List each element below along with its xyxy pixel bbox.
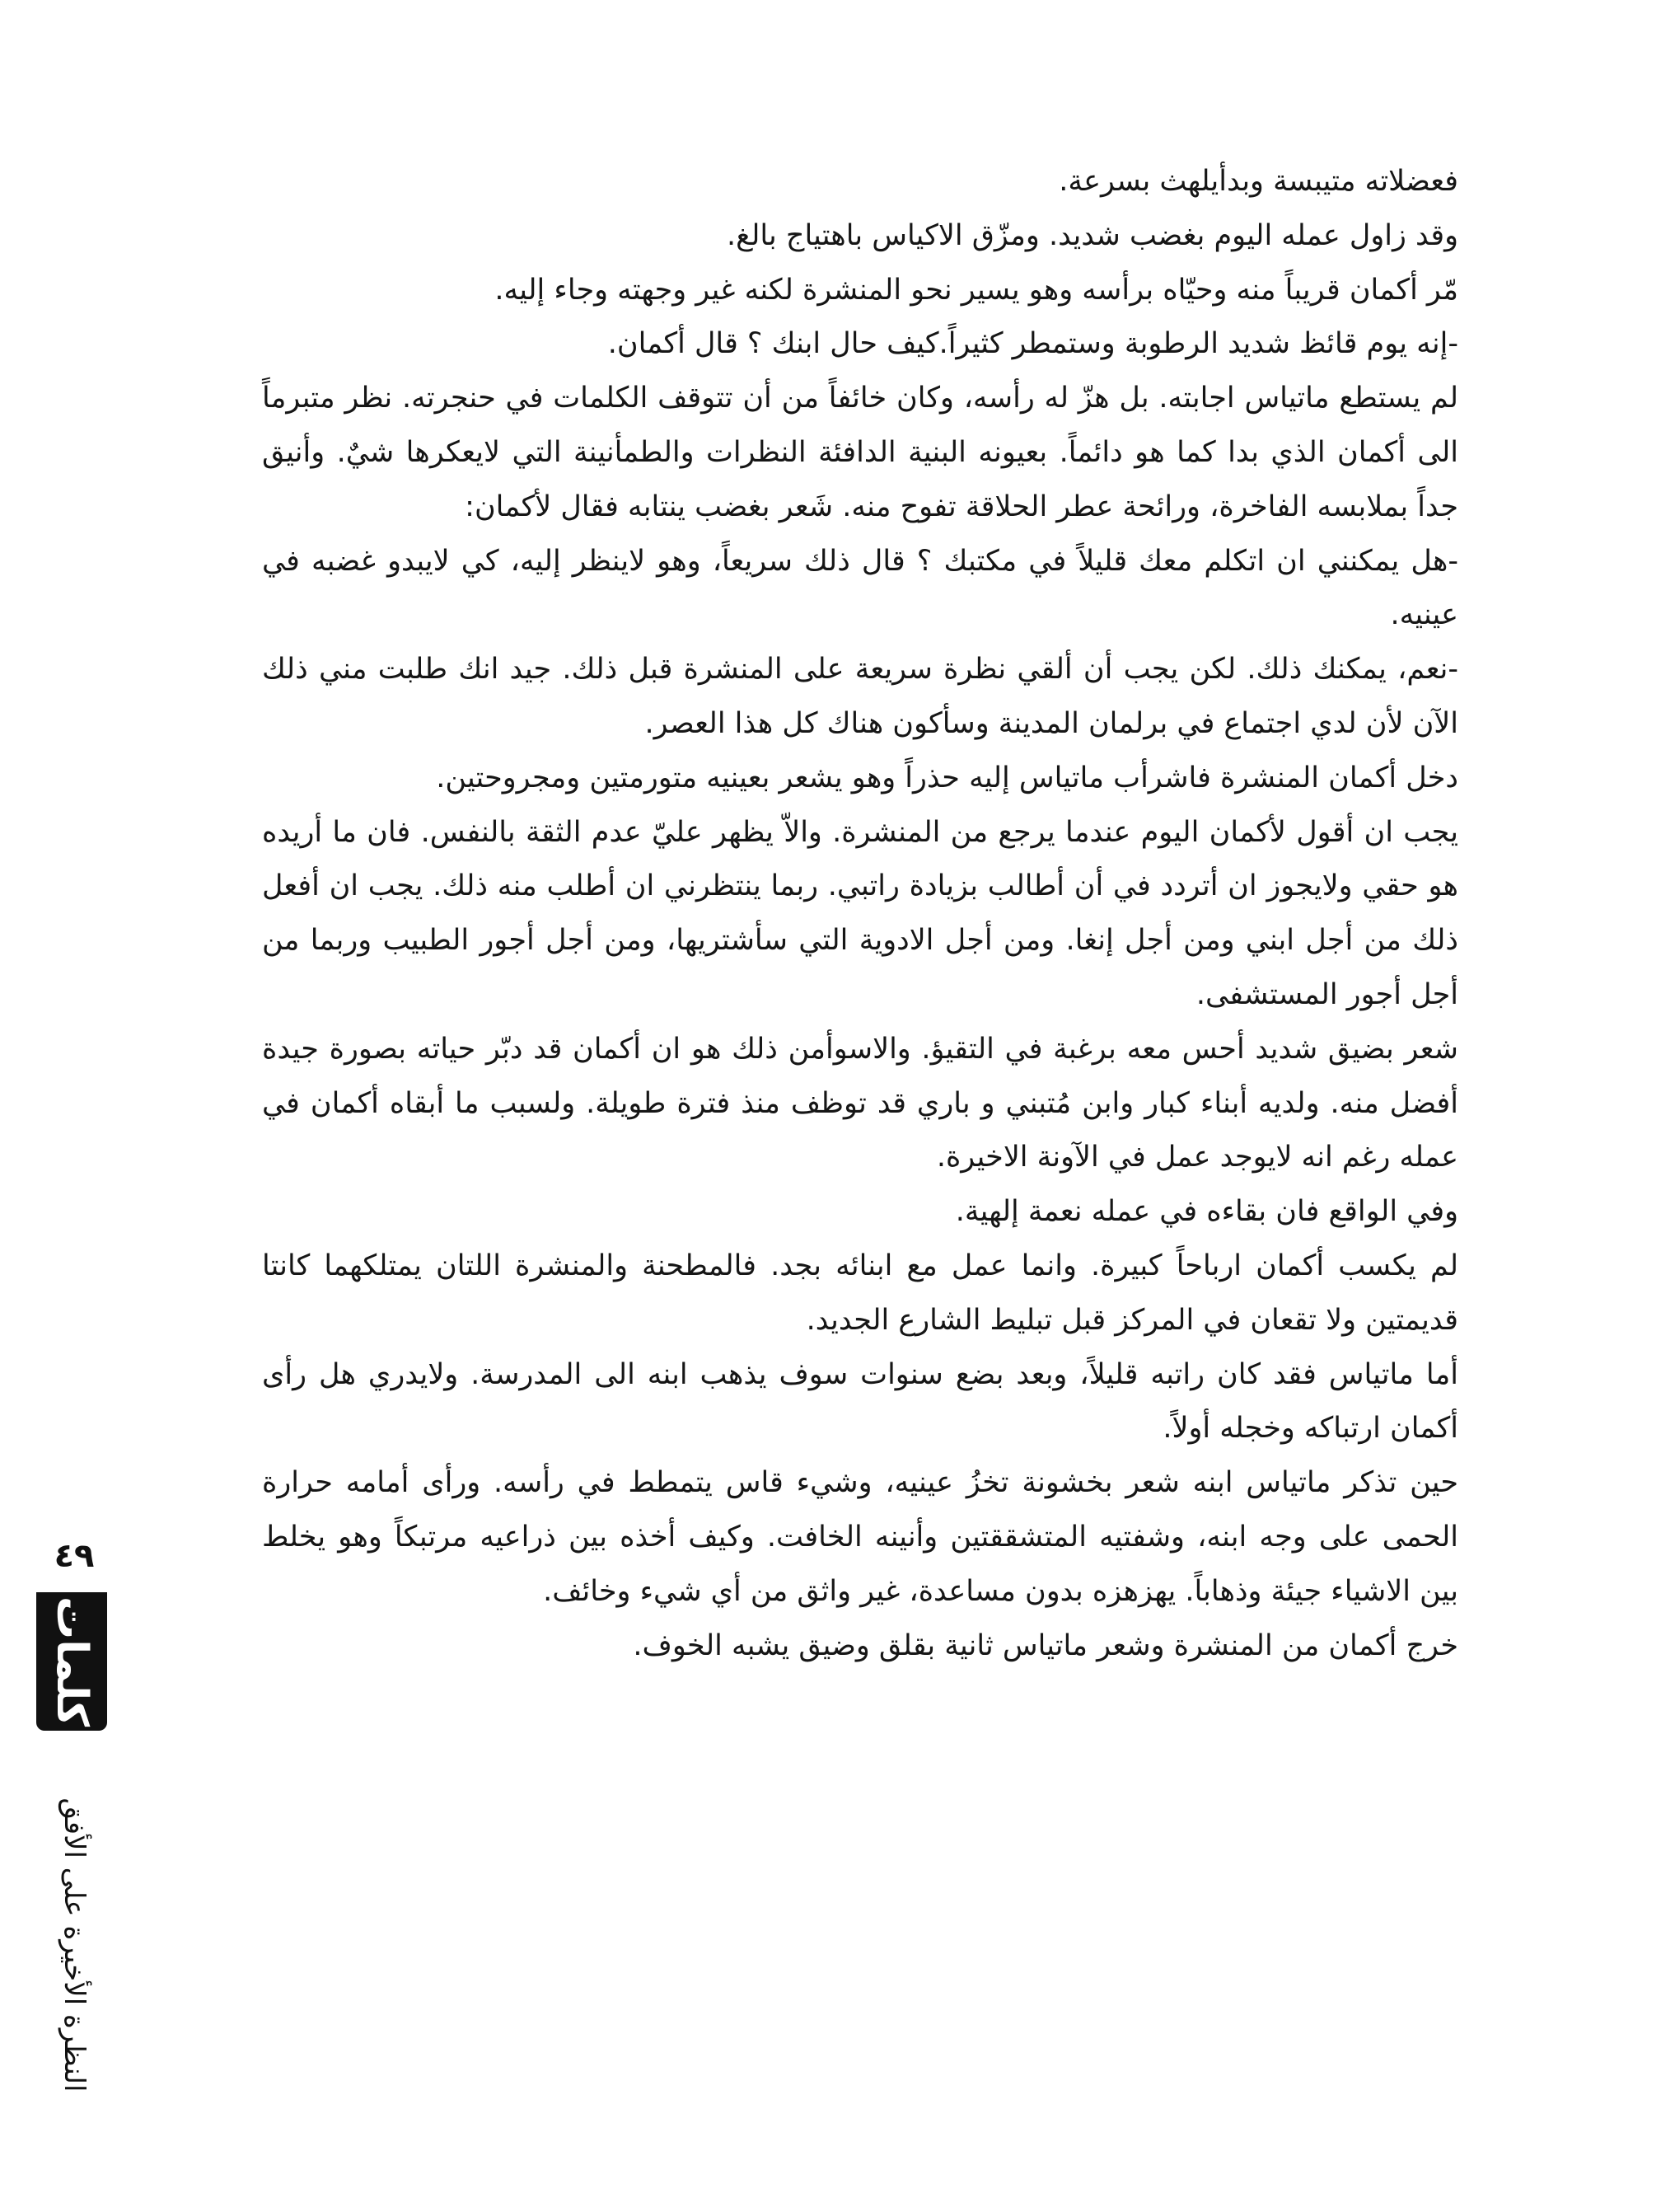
paragraph: وقد زاول عمله اليوم بغضب شديد. ومزّق الاكياس باهتياج بالغ. <box>726 218 1458 252</box>
page-number: ٤٩ <box>54 1537 95 1575</box>
brand-tab <box>36 1592 107 1731</box>
paragraph: حين تذكر ماتياس ابنه شعر بخشونة تخزُ عينيه، وشيء قاس يتمطط في رأسه. ورأى أمامه حرارة الحمى على وجه ابنه، وشفتيه المتشققتين وأنينه الخافت. وكيف أخذه بين ذراعيه مرتبكاً وهو يخلط بين الاشياء جيئة وذهاباً. يهزهزه بدون مساعدة، غير واثق من أي شيء وخائف. <box>262 1466 1458 1608</box>
paragraph: وفي الواقع فان بقاءه في عمله نعمة إلهية. <box>955 1195 1458 1229</box>
paragraph: أما ماتياس فقد كان راتبه قليلاً، وبعد بضع سنوات سوف يذهب ابنه الى المدرسة. ولايدري هل رأى أكمان ارتباكه وخجله أولاً. <box>262 1357 1458 1446</box>
running-title: النظرة الأخيرة على الأفق <box>58 1797 91 2092</box>
body-text <box>262 155 1458 1673</box>
paragraph: لم يستطع ماتياس اجابته. بل هزّ له رأسه، وكان خائفاً من أن تتوقف الكلمات في حنجرته. نظر متبرماً الى أكمان الذي بدا كما هو دائماً. بعيونه البنية الدافئة النظرات والطمأنينة التي لايعكرها شيٌ. وأنيق جداً بملابسه الفاخرة، ورائحة عطر الحلاقة تفوح منه. شَعر بغضب ينتابه فقال لأكمان: <box>262 382 1458 523</box>
paragraph: لم يكسب أكمان ارباحاً كبيرة. وانما عمل مع ابنائه بجد. فالمطحنة والمنشرة اللتان يمتلكهما كانتا قديمتين ولا تقعان في المركز قبل تبليط الشارع الجديد. <box>262 1249 1458 1337</box>
brand-logo: كلمات <box>47 1596 96 1727</box>
paragraph: خرج أكمان من المنشرة وشعر ماتياس ثانية بقلق وضيق يشبه الخوف. <box>633 1629 1458 1662</box>
paragraph: -إنه يوم قائظ شديد الرطوبة وستمطر كثيراً.كيف حال ابنك ؟ قال أكمان. <box>607 327 1458 361</box>
paragraph: مّر أكمان قريباً منه وحيّاه برأسه وهو يسير نحو المنشرة لكنه غير وجهته وجاء إليه. <box>494 273 1458 307</box>
paragraph: دخل أكمان المنشرة فاشرأب ماتياس إليه حذراً وهو يشعر بعينيه متورمتين ومجروحتين. <box>436 761 1458 794</box>
margin-sidebar <box>33 1533 115 2159</box>
paragraph: -هل يمكنني ان اتكلم معك قليلاً في مكتبك ؟ قال ذلك سريعاً، وهو لاينظر إليه، كي لايبدو غضبه في عينيه. <box>262 544 1458 632</box>
paragraph: شعر بضيق شديد أحس معه برغبة في التقيؤ. والاسوأمن ذلك هو ان أكمان قد دبّر حياته بصورة جيدة أفضل منه. ولديه أبناء كبار وابن مُتبني و باري قد توظف منذ فترة طويلة. ولسبب ما أبقاه أكمان في عمله رغم انه لايوجد عمل في الآونة الاخيرة. <box>262 1032 1458 1174</box>
paragraph: فعضلاته متيبسة وبدأيلهث بسرعة. <box>1059 165 1458 198</box>
paragraph: يجب ان أقول لأكمان اليوم عندما يرجع من المنشرة. والاّ يظهر عليّ عدم الثقة بالنفس. فان ما أريده هو حقي ولايجوز ان أتردد في أن أطالب بزيادة راتبي. ربما ينتظرني ان أطلب منه ذلك. يجب ان أفعل ذلك من أجل ابني ومن أجل إنغا. ومن أجل الادوية التي سأشتريها، ومن أجل أجور الطبيب وربما من أجل أجور المستشفى. <box>262 815 1458 1011</box>
paragraph: -نعم، يمكنك ذلك. لكن يجب أن ألقي نظرة سريعة على المنشرة قبل ذلك. جيد انك طلبت مني ذلك الآن لأن لدي اجتماع في برلمان المدينة وسأكون هناك كل هذا العصر. <box>262 653 1458 740</box>
